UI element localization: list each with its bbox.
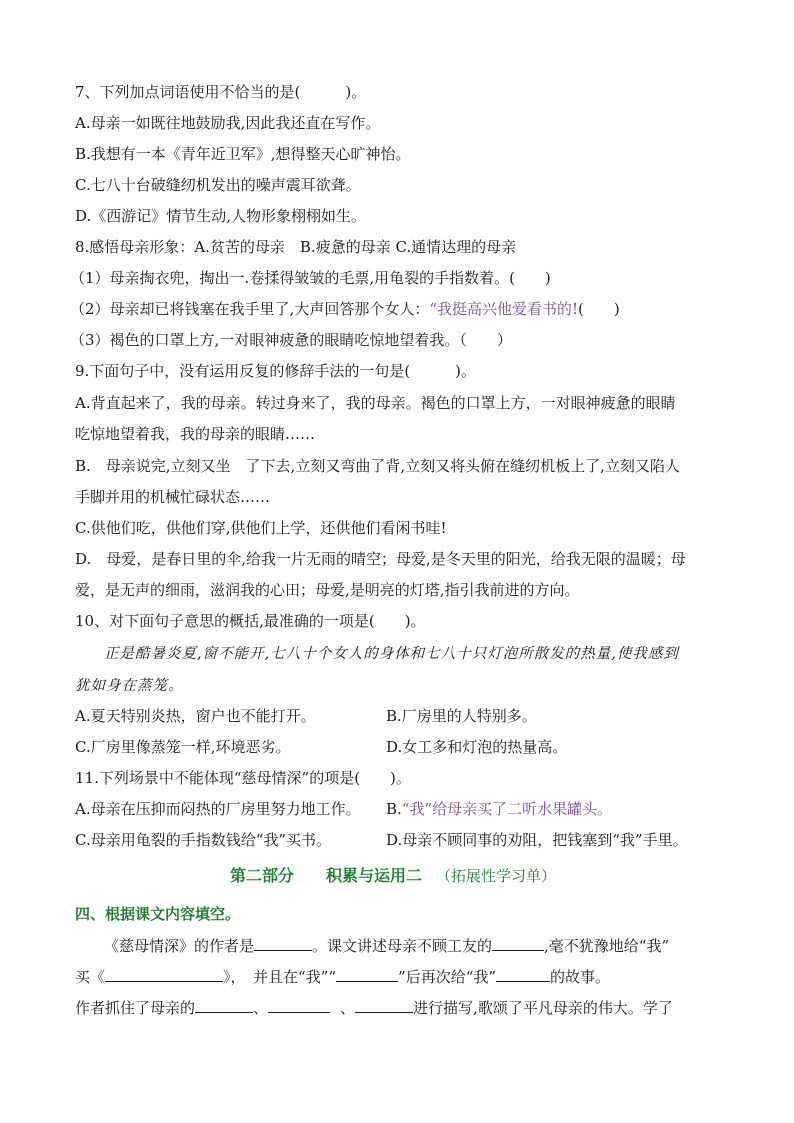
fill1-text-b: 。课文讲述母亲不顾工友的: [312, 937, 493, 955]
fill-line-1: [104, 936, 669, 956]
q10-option-a: A.夏天特别炎热，窗户也不能打开。: [75, 707, 316, 725]
q8-sub2-blank: ( ): [578, 300, 620, 318]
q9-option-d-line1: D. 母爱，是春日里的伞,给我一片无雨的晴空；母爱,是冬天里的阳光，给我无限的温暖；母: [75, 550, 686, 568]
q7-option-c: C.七八十台破缝纫机发出的噪声震耳欲聋。: [75, 176, 361, 194]
q10-option-c: C.厂房里像蒸笼一样,环境恶劣。: [75, 738, 291, 756]
fill2-text-c: ”后再次给“我”: [398, 968, 497, 986]
q11-option-b: [386, 799, 612, 819]
fill2-text-b: 》， 并且在“我”“: [223, 968, 337, 986]
q8-sub2-quote: “我挺高兴他爱看书的!: [429, 300, 579, 318]
author-blank[interactable]: [254, 936, 312, 951]
q7-option-d: D.《西游记》情节生动,人物形象栩栩如生。: [75, 207, 367, 225]
section4-heading: 四、根据课文内容填空。: [75, 905, 241, 923]
trait-blank-1[interactable]: [195, 998, 253, 1013]
fill3-sep-1: 、: [253, 999, 269, 1017]
q8-sub3: （3）褐色的口罩上方,一对眼神疲惫的眼睛吃惊地望着我。（ ）: [70, 331, 512, 349]
part2-heading: [230, 866, 556, 886]
q9-option-a-line1: A.背直起来了，我的母亲。转过身来了，我的母亲。褐色的口罩上方，一对眼神疲惫的眼睛: [75, 394, 676, 412]
q11-option-d: D.母亲不顾同事的劝阻，把钱塞到“我”手里。: [386, 831, 688, 849]
q8-sub2-text: （2）母亲却已将钱塞在我手里了,大声回答那个女人：: [70, 300, 430, 318]
q10-stem: 10、对下面句子意思的概括,最准确的一项是( )。: [75, 612, 426, 630]
q7-option-b: B.我想有一本《青年近卫军》,想得整天心旷神怡。: [75, 145, 411, 163]
q11-option-c: C.母亲用龟裂的手指数钱给“我”买书。: [75, 831, 332, 849]
fill2-text-d: 的故事。: [550, 968, 611, 986]
q10-option-b: B.厂房里的人特别多。: [386, 707, 537, 725]
fill1-text-c: ,毫不犹豫地给“我”: [544, 937, 670, 955]
part2-title: 第二部分 积累与运用二: [230, 866, 423, 885]
fill-line-3: [75, 998, 673, 1018]
q8-sub1: （1）母亲掏衣兜，掏出一.卷揉得皱皱的毛票,用龟裂的手指数着。( ): [70, 269, 551, 287]
q11-stem: 11.下列场景中不能体现“慈母情深”的项是( )。: [75, 769, 411, 787]
fill3-text-a: 作者抓住了母亲的: [75, 999, 196, 1017]
fill3-sep-2: 、: [340, 999, 356, 1017]
q10-quote-line1: 正是酷暑炎夏,窗不能开,七八十个女人的身体和七八十只灯泡所散发的热量,使我感到: [104, 646, 679, 662]
book-title-blank[interactable]: [105, 967, 223, 982]
q10-quote-line2: 犹如身在蒸笼。: [75, 678, 184, 694]
fill2-text-a: 买《: [75, 968, 106, 986]
q9-option-a-line2: 吃惊地望着我，我的母亲的眼睛……: [75, 425, 316, 443]
coworker-blank[interactable]: [492, 936, 544, 951]
q10-option-d: D.女工多和灯泡的热量高。: [386, 738, 568, 756]
action-blank[interactable]: [336, 967, 398, 982]
q11-option-b-prefix: B.: [386, 800, 402, 818]
q9-option-d-line2: 爱，是无声的细雨，滋润我的心田；母爱,是明亮的灯塔,指引我前进的方向。: [75, 581, 580, 599]
q9-stem: 9.下面句子中，没有运用反复的修辞手法的一句是( )。: [75, 362, 477, 380]
q8-sub2: [70, 299, 620, 319]
gift-blank[interactable]: [496, 967, 550, 982]
fill-line-2: [75, 967, 610, 987]
q7-option-a: A.母亲一如既往地鼓励我,因此我还直在写作。: [75, 114, 381, 132]
fill3-text-d: 进行描写,歌颂了平凡母亲的伟大。学了: [413, 999, 673, 1017]
trait-blank-2[interactable]: [268, 998, 330, 1013]
q11-option-a: A.母亲在压抑而闷热的厂房里努力地工作。: [75, 800, 361, 818]
part2-subtitle: （拓展性学习单）: [436, 867, 557, 885]
trait-blank-3[interactable]: [355, 998, 413, 1013]
q9-option-c: C.供他们吃，供他们穿,供他们上学，还供他们看闲书哇!: [75, 519, 447, 537]
q11-option-b-text: “我”给母亲买了二听水果罐头。: [401, 800, 613, 818]
q7-stem: 7、下列加点词语使用不恰当的是( )。: [75, 83, 367, 101]
q8-stem: 8.感悟母亲形象：A.贫苦的母亲 B.疲惫的母亲 C.通情达理的母亲: [75, 238, 517, 256]
fill1-text-a: 《慈母情深》的作者是: [104, 937, 255, 955]
q9-option-b-line1: B. 母亲说完,立刻又坐 了下去,立刻又弯曲了背,立刻又将头俯在缝纫机板上了,立刻又陷人: [75, 457, 680, 475]
q9-option-b-line2: 手脚并用的机械忙碌状态……: [75, 488, 271, 506]
